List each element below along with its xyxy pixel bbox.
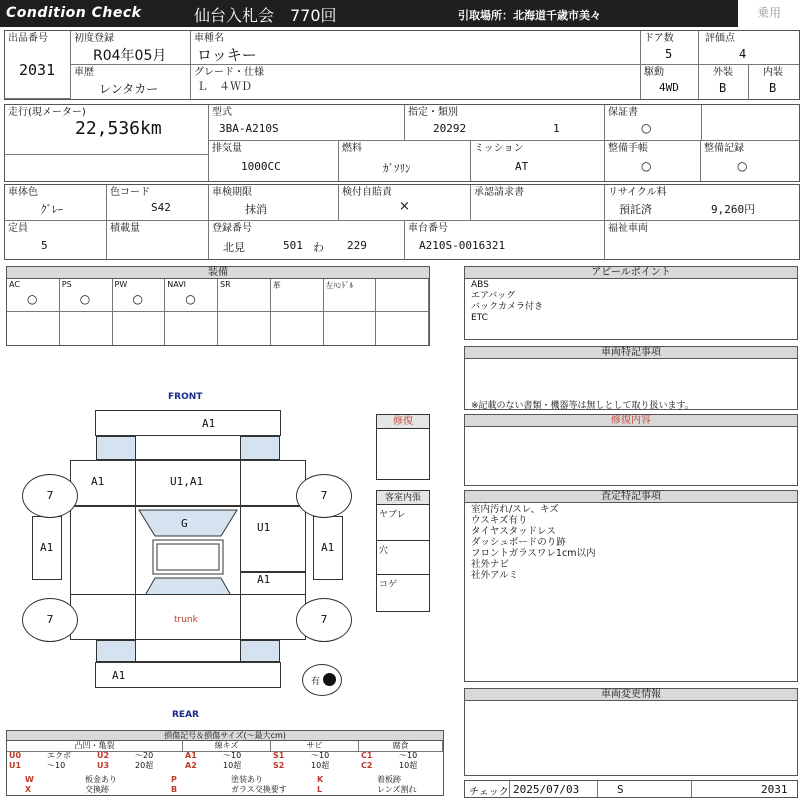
left-rear-quarter [70, 594, 136, 640]
repair-content-panel [464, 414, 798, 486]
interior-row-tear-label: ヤブレ [379, 510, 406, 520]
manual-label: 整備手帳 [608, 143, 648, 154]
plate-cell [209, 221, 405, 259]
damage-legend-row-3 [7, 775, 443, 785]
equipment-title: 装備 [7, 267, 429, 279]
color-code-cell [107, 185, 209, 221]
damage-code: B [171, 785, 178, 794]
capacity-cell [5, 221, 107, 259]
damage-meaning: 交換跡 [85, 785, 109, 794]
grade-value: Ｌ ４ＷＤ [197, 80, 252, 93]
damage-meaning: 塗装あり [231, 775, 263, 784]
damage-meaning: 着板跡 [377, 775, 401, 784]
damage-code: U3 [97, 761, 110, 770]
mileage-value: 22,536km [75, 118, 162, 139]
equipment-label: AC [9, 280, 20, 289]
warranty-value: ○ [641, 121, 652, 135]
damage-code: C1 [361, 751, 373, 760]
designation-label: 指定・類別 [408, 107, 458, 118]
front-bumper-mark: A1 [202, 417, 216, 430]
damage-code: C2 [361, 761, 373, 770]
equipment-cell-blank [376, 312, 429, 345]
equipment-cell-blank [113, 312, 166, 345]
damage-size: 〜10 [47, 761, 66, 770]
special-notes-disclaimer: ※記載のない書類・機器等は無しとして取り扱います。 [471, 401, 694, 411]
damage-code: U0 [9, 751, 22, 760]
drive-value: 4WD [659, 81, 679, 94]
check-row [464, 780, 798, 798]
lot-number: 2031 [19, 61, 56, 79]
equipment-mark: ○ [79, 292, 91, 306]
inspection-value: 抹消 [245, 203, 267, 216]
inspection-note-item: フロントガラスワレ1cm以内 [471, 548, 596, 559]
roof-mark: G [181, 517, 188, 530]
recycle-fee: 9,260円 [711, 203, 756, 216]
damage-legend [6, 730, 444, 796]
damage-code: W [25, 775, 34, 784]
load-cell [107, 221, 209, 259]
history-label: 車歴 [74, 67, 94, 78]
mileage-extra-cell [5, 155, 209, 181]
special-notes-panel [464, 346, 798, 410]
damage-code: A2 [185, 761, 197, 770]
left-rear-corner [96, 640, 136, 662]
equipment-label: 革 [272, 281, 281, 290]
recycle-status: 預託済 [619, 203, 652, 216]
damage-size: 〜10 [223, 751, 242, 760]
windshield [139, 510, 237, 536]
front-grille [135, 436, 241, 460]
equipment-grid [7, 279, 429, 345]
damage-size: 〜10 [311, 751, 330, 760]
appeal-item: バックカメラ付き [471, 302, 544, 312]
equipment-cell [60, 279, 113, 312]
rear-panel [135, 640, 241, 662]
damage-code: P [171, 775, 177, 784]
car-name-label: 車種名 [194, 33, 224, 44]
fuel-label: 燃料 [342, 143, 362, 154]
damage-legend-title: 損傷記号＆損傷サイズ(〜最大cm) [7, 731, 443, 741]
damage-code: S1 [273, 751, 285, 760]
check-lot: 2031 [761, 783, 788, 796]
mission-value: AT [515, 160, 529, 173]
front-bumper [95, 410, 281, 436]
model-value: 3BA-A210S [219, 122, 279, 135]
displacement-cell [209, 141, 339, 181]
category-value: 1 [553, 122, 560, 135]
equipment-label: 左ﾊﾝﾄﾞﾙ [325, 281, 354, 290]
designation-cell [405, 105, 605, 141]
appeal-panel [464, 266, 798, 340]
rear-bumper-mark: A1 [112, 669, 126, 682]
damage-size: 10超 [399, 761, 418, 770]
damage-legend-row-4 [7, 785, 443, 795]
first-registration-label: 初度登録 [74, 33, 114, 44]
interior-row-burn [377, 575, 429, 611]
chassis-label: 車台番号 [408, 223, 448, 234]
special-notes-title: 車両特記事項 [465, 347, 797, 359]
check-label: チェック [469, 787, 509, 798]
first-registration-value: R04年05月 [93, 48, 167, 64]
equipment-label: PW [114, 280, 128, 289]
insurance-value: × [399, 199, 410, 214]
welfare-cell [605, 221, 799, 259]
inspection-note-item: 室内汚れ/スレ、キズ [471, 504, 559, 515]
car-name-cell [191, 31, 641, 65]
history-cell [71, 65, 191, 99]
damage-legend-group: 凸凹・亀裂 [7, 741, 183, 752]
damage-meaning: ガラス交換要す [231, 785, 287, 794]
color-code-label: 色コード [110, 187, 150, 198]
repair-box-title: 修復 [377, 415, 429, 429]
spec-panel [4, 104, 800, 182]
left-front-fender [70, 460, 136, 506]
interior-box-title: 客室内張 [377, 491, 429, 505]
interior-row-burn-label: コゲ [379, 580, 398, 590]
grade-label: グレード・仕様 [194, 67, 264, 78]
no-smoking-icon [323, 673, 336, 686]
plate-area: 北見 [223, 241, 245, 254]
equipment-label: NAVI [167, 280, 187, 289]
tire-front-left: 7 [22, 474, 78, 518]
trunk-label: trunk [174, 615, 198, 625]
right-front-corner [240, 436, 280, 460]
inspection-cell [209, 185, 339, 221]
plate-class: 501 [283, 239, 303, 252]
tire-front-right: 7 [296, 474, 352, 518]
change-info-panel [464, 688, 798, 776]
appeal-item: ETC [471, 313, 488, 323]
repair-content-title: 修復内容 [465, 415, 797, 427]
tire-rear-left: 7 [22, 598, 78, 642]
interior-row-hole-label: 穴 [379, 546, 389, 556]
right-front-door [240, 506, 306, 572]
sheet-title: Condition Check [6, 5, 142, 21]
equipment-label: PS [61, 280, 72, 289]
appeal-title: アピールポイント [465, 267, 797, 279]
equipment-cell-blank [60, 312, 113, 345]
damage-legend-group: 線キズ [183, 741, 271, 752]
inspection-notes-list [471, 504, 595, 581]
mission-label: ミッション [474, 143, 524, 154]
interior-label: 内装 [763, 67, 783, 78]
lot-label: 出品番号 [8, 33, 48, 44]
damage-size: 10超 [311, 761, 330, 770]
car-damage-diagram [0, 384, 460, 724]
inspection-note-item: ダッシュボードのり跡 [471, 537, 566, 548]
equipment-cell-blank [324, 312, 377, 345]
plate-number: 229 [347, 239, 367, 252]
mileage-label: 走行(現メーター) [8, 107, 86, 118]
hood-mark: U1,A1 [170, 475, 204, 488]
history-value: レンタカー [99, 82, 159, 96]
inspection-notes-panel [464, 490, 798, 682]
exterior-value: B [719, 81, 727, 95]
record-label: 整備記録 [704, 143, 744, 154]
capacity-label: 定員 [8, 223, 28, 234]
equipment-mark: ○ [27, 292, 38, 306]
manual-cell [605, 141, 701, 181]
front-label: FRONT [168, 392, 203, 402]
plate-kana: わ [313, 241, 324, 254]
equipment-cell-blank [271, 312, 324, 345]
rear-bumper [95, 662, 281, 688]
claim-cell [471, 185, 605, 221]
equipment-cell-blank [165, 312, 218, 345]
doors-label: ドア数 [644, 33, 674, 44]
equipment-cell-blank [7, 312, 60, 345]
damage-code: U1 [9, 761, 22, 770]
color-label: 車体色 [8, 187, 38, 198]
mileage-cell [5, 105, 209, 155]
change-info-title: 車両変更情報 [465, 689, 797, 701]
damage-meaning: レンズ割れ [377, 785, 417, 794]
damage-code: A1 [185, 751, 197, 760]
trunk-panel [135, 594, 241, 640]
equipment-panel [6, 266, 430, 346]
equipment-cell [271, 279, 324, 312]
equipment-cell [218, 279, 271, 312]
tire-rear-right: 7 [296, 598, 352, 642]
right-pillar [313, 516, 343, 580]
equipment-cell [165, 279, 218, 312]
recycle-cell [605, 185, 799, 221]
score-value: 4 [739, 47, 747, 61]
damage-size: 〜10 [399, 751, 418, 760]
left-pillar [32, 516, 62, 580]
hood [135, 460, 241, 506]
rear-label: REAR [172, 710, 199, 720]
vehicle-kind: 乗用 [738, 0, 800, 27]
grade-cell [191, 65, 641, 99]
load-label: 積載量 [110, 223, 140, 234]
equipment-cell [113, 279, 166, 312]
damage-code: U2 [97, 751, 110, 760]
equipment-mark: ○ [185, 292, 196, 306]
welfare-label: 福祉車両 [608, 223, 648, 234]
damage-code: K [317, 775, 324, 784]
sunroof-outline [157, 544, 219, 570]
fuel-value: ｶﾞｿﾘﾝ [383, 162, 411, 175]
model-label: 型式 [212, 107, 232, 118]
equipment-cell [324, 279, 377, 312]
registration-panel [4, 184, 800, 260]
drive-cell [641, 65, 699, 99]
damage-legend-group: サビ [271, 741, 359, 752]
drive-label: 駆動 [644, 67, 664, 78]
appeal-list [471, 280, 543, 324]
basic-info-panel [4, 30, 800, 100]
warranty-label: 保証書 [608, 107, 638, 118]
repair-box [376, 414, 430, 480]
insurance-label: 検付自賠責 [342, 187, 392, 198]
interior-row-tear [377, 505, 429, 541]
auction-name: 仙台入札会 770回 [194, 6, 337, 25]
inspection-note-item: 社外ナビ [471, 559, 510, 570]
mission-cell [471, 141, 605, 181]
damage-legend-group: 腐食 [359, 741, 443, 752]
warranty-blank-cell [701, 105, 799, 141]
equipment-cell-blank [218, 312, 271, 345]
equipment-mark: ○ [132, 292, 143, 306]
equipment-label: SR [220, 280, 231, 289]
fuel-cell [339, 141, 471, 181]
smoking-label: 有 [311, 677, 321, 687]
record-cell [701, 141, 799, 181]
inspection-notes-title: 査定特記事項 [465, 491, 797, 503]
damage-code: S2 [273, 761, 285, 770]
damage-size: 10超 [223, 761, 242, 770]
check-grade: S [617, 783, 624, 796]
exterior-label: 外装 [713, 67, 733, 78]
damage-code: X [25, 785, 32, 794]
damage-legend-row-1 [7, 751, 443, 761]
left-front-corner [96, 436, 136, 460]
score-label: 評価点 [705, 33, 735, 44]
displacement-value: 1000CC [241, 160, 281, 173]
score-cell [699, 31, 799, 65]
equipment-cell [7, 279, 60, 312]
interior-row-hole [377, 541, 429, 575]
interior-value: B [769, 81, 777, 95]
right-front-door-mark: U1 [257, 521, 271, 534]
left-pillar-mark: A1 [40, 541, 54, 554]
inspection-note-item: 社外アルミ [471, 570, 519, 581]
model-cell [209, 105, 405, 141]
check-date: 2025/07/03 [513, 783, 580, 796]
damage-meaning: 板金あり [85, 775, 117, 784]
chassis-value: A210S-0016321 [419, 239, 506, 252]
manual-value: ○ [641, 159, 652, 173]
record-value: ○ [737, 159, 748, 173]
right-rear-corner [240, 640, 280, 662]
damage-code: L [317, 785, 323, 794]
damage-size: 〜20 [135, 751, 154, 760]
doors-value: 5 [665, 47, 673, 61]
first-registration-cell [71, 31, 191, 65]
displacement-label: 排気量 [212, 143, 242, 154]
lot-cell [5, 31, 71, 99]
damage-size: 20超 [135, 761, 154, 770]
left-front-fender-mark: A1 [91, 475, 105, 488]
plate-label: 登録番号 [212, 223, 252, 234]
car-name-value: ロッキー [197, 46, 257, 64]
interior-box [376, 490, 430, 612]
claim-label: 承認請求書 [474, 187, 524, 198]
inspection-label: 車検期限 [212, 187, 252, 198]
header-banner [0, 0, 800, 27]
color-cell [5, 185, 107, 221]
smoking-mark [302, 664, 342, 696]
right-rear-door-mark: A1 [257, 573, 271, 586]
interior-cell [749, 65, 799, 99]
damage-size: エクボ [47, 751, 71, 760]
chassis-cell [405, 221, 605, 259]
appeal-item: ABS [471, 280, 489, 290]
capacity-value: 5 [41, 239, 48, 252]
color-value: ｸﾞﾚｰ [41, 203, 63, 216]
doors-cell [641, 31, 699, 65]
color-code-value: S42 [151, 201, 171, 214]
damage-legend-groups [7, 741, 443, 751]
right-pillar-mark: A1 [321, 541, 335, 554]
inspection-note-item: ウスキズ有り [471, 515, 528, 526]
insurance-cell [339, 185, 471, 221]
equipment-cell [376, 279, 429, 312]
exterior-cell [699, 65, 749, 99]
inspection-note-item: タイヤスタッドレス [471, 526, 556, 537]
damage-legend-row-2 [7, 761, 443, 771]
recycle-label: リサイクル料 [608, 187, 667, 198]
appeal-item: エアバッグ [471, 291, 516, 301]
pickup-location: 引取場所：北海道千歳市美々 [458, 9, 601, 22]
designation-value: 20292 [433, 122, 467, 135]
